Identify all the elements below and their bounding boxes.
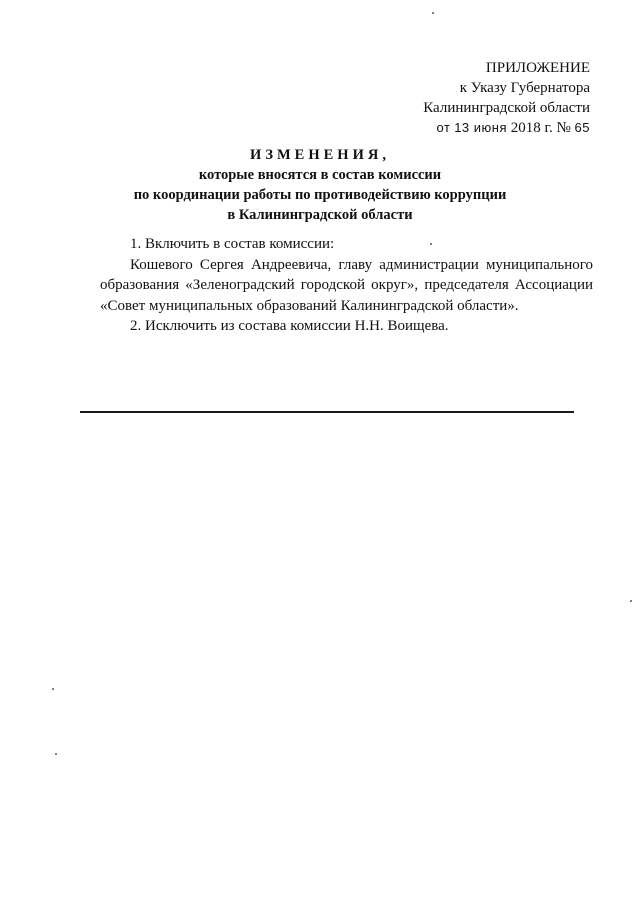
item-1-text: Кошевого Сергея Андреевича, главу администрации муниципального образования «Зеленоградский городской округ», председателя Ассоциации «Совет муниципальных образований Калининградской области».	[100, 256, 593, 314]
appendix-decree-line: к Указу Губернатора	[459, 80, 590, 96]
date-prefix: от	[436, 120, 451, 135]
appendix-header	[423, 58, 590, 138]
title-main: ИЗМЕНЕНИЯ,	[250, 147, 390, 163]
title-line-3: в Калининградской области	[227, 207, 413, 223]
date-value: 13 июня	[454, 120, 507, 135]
document-body	[100, 234, 593, 337]
decree-number: 65	[574, 120, 590, 135]
title-line-1: которые вносятся в состав комиссии	[198, 167, 442, 183]
date-year: 2018 г. №	[510, 120, 571, 136]
scan-speck	[430, 243, 432, 245]
scan-speck	[55, 753, 57, 755]
item-2-text: 2. Исключить из состава комиссии Н.Н. Воищева.	[130, 318, 449, 334]
title-line-2: по координации работы по противодействию коррупции	[133, 187, 507, 203]
scan-speck	[52, 688, 54, 690]
end-rule-divider	[80, 411, 574, 413]
scan-speck	[432, 12, 434, 14]
appendix-region-line: Калининградской области	[423, 100, 590, 116]
appendix-date-line	[423, 118, 590, 138]
scan-speck	[630, 600, 632, 602]
appendix-heading: ПРИЛОЖЕНИЕ	[485, 60, 590, 76]
document-title	[0, 145, 640, 225]
item-1-heading: 1. Включить в состав комиссии:	[130, 236, 335, 252]
